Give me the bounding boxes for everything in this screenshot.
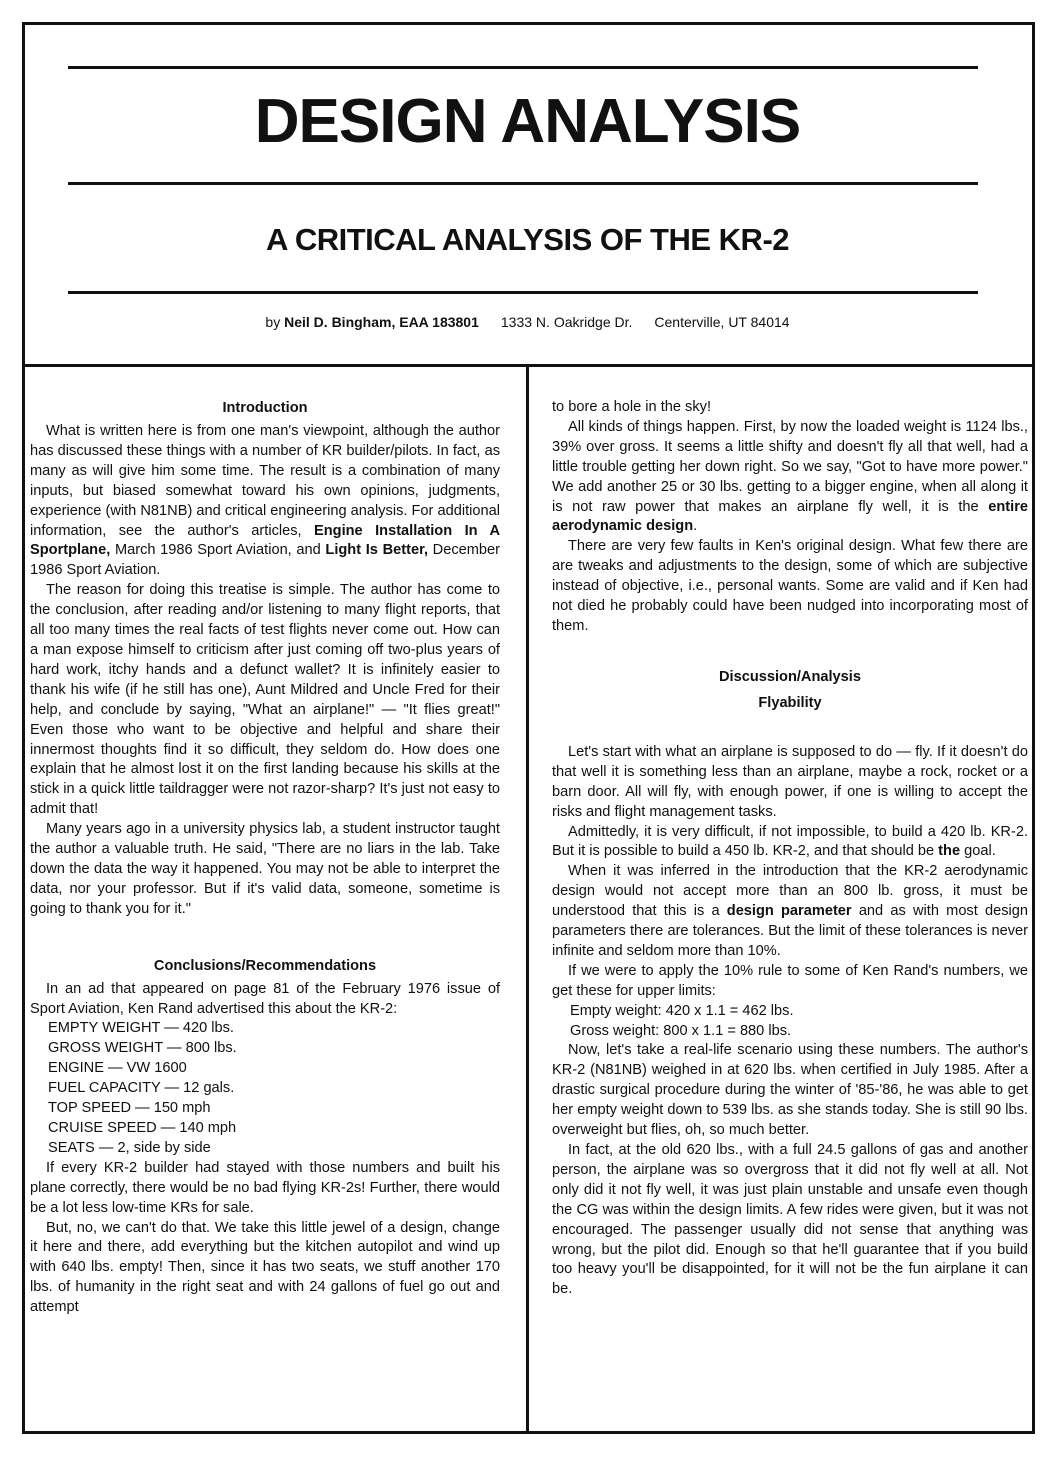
spec-item: GROSS WEIGHT — 800 lbs. <box>48 1040 237 1057</box>
author-name: Neil D. Bingham, EAA 183801 <box>284 314 479 330</box>
column-divider <box>526 366 529 1434</box>
spec-item: ENGINE — VW 1600 <box>48 1060 187 1077</box>
byline-prefix: by <box>265 314 285 330</box>
intro-paragraph-1: What is written here is from one man's viewpoint, although the author has discussed these things with a number of KR builder/pilots. In fact, as many as will give him some time. The result is a combination of many inputs, but biased somewhat toward his own opinions, judgments, experience (with N81NB) and critical engineering analysis. For additional information, see the author's articles, Engine Installation In A Sportplane, March 1986 Sport Aviation, and Light Is Better, December 1986 Sport Aviation. <box>30 423 500 579</box>
flyability-heading: Flyability <box>758 694 822 711</box>
spec-item: CRUISE SPEED — 140 mph <box>48 1120 237 1136</box>
top-rule <box>68 66 978 69</box>
discussion-heading: Discussion/Analysis <box>719 668 861 685</box>
empty-weight-limit: Empty weight: 420 x 1.1 = 462 lbs. <box>570 1002 794 1019</box>
continued-text: to bore a hole in the sky! <box>552 399 712 415</box>
introduction-heading: Introduction <box>222 400 308 416</box>
intro-paragraph-2: The reason for doing this treatise is simple. The author has come to the conclusion, after reading and/or listening to many flight reports, that all too many times the real facts of test flights never come out. How can a man expose himself to criticism after just coming off two-plus years of hard work, itchy hands and a defunct wallet? It is infinitely easier to thank his wife (if he still has one), Aunt Mildred and Uncle Fred for their help, and conclude by saying, "What an airplane!" — "It flies great!" Even those who want to be objective and helpful and share their innermost thoughts find it so difficult, they seldom do. How does one explain that he almost lost it on the first landing because his skills at the stick in a quick little taildragger were not razor-sharp? It's just not easy to admit that! <box>30 582 500 818</box>
conclusions-paragraph-3: But, no, we can't do that. We take this little jewel of a design, change it here and there, add everything but the kitchen autopilot and wind up with 640 lbs. empty! Then, since it has two seats, we stuff another 170 lbs. of humanity in the right seat and with 24 gallons of fuel go out and attempt <box>30 1219 500 1316</box>
spec-item: TOP SPEED — 150 mph <box>48 1100 211 1117</box>
conclusions-paragraph-1: In an ad that appeared on page 81 of the February 1976 issue of Sport Aviation, Ken Rand advertised this about the KR-2: <box>30 980 500 1017</box>
spec-list <box>30 1019 500 1158</box>
right-paragraph-4: Admittedly, it is very difficult, if not impossible, to build a 420 lb. KR-2. But it is possible to build a 450 lb. KR-2, and that should be the goal. <box>552 823 1028 860</box>
left-column <box>30 398 500 1318</box>
page-title: DESIGN ANALYSIS <box>254 87 801 156</box>
spec-item: SEATS — 2, side by side <box>48 1139 211 1156</box>
right-paragraph-8: In fact, at the old 620 lbs., with a full 24.5 gallons of gas and another person, the airplane was so overgross that it did not fly well at all. Not only did it not fly well, it was just plain unstable and unsafe even though the CG was within the design limits. A few rides were given, but it was not encouraged. The passenger usually did not sense that anything was wrong, but the pilot did. Enough so that he'll guarantee that if you build too heavy you'll be disappointed, for it will not be the fun airplane it can be. <box>552 1142 1028 1298</box>
author-address: 1333 N. Oakridge Dr. <box>500 314 633 330</box>
page-subtitle: A CRITICAL ANALYSIS OF THE KR-2 <box>265 222 790 257</box>
conclusions-paragraph-2: If every KR-2 builder had stayed with those numbers and built his plane correctly, there would be no bad flying KR-2s! Further, there would be a lot less low-time KRs for sale. <box>30 1159 500 1216</box>
right-paragraph-2: There are very few faults in Ken's original design. What few there are are tweaks and adjustments to the design, some of which are subjective instead of objective, i.e., personal wants. Some are valid and if Ken had not died he probably could have been nudged into incorporating most of them. <box>552 538 1028 634</box>
author-city: Centerville, UT 84014 <box>654 314 790 330</box>
right-paragraph-3: Let's start with what an airplane is supposed to do — fly. If it doesn't do that well it is something less than an airplane, maybe a rock, rocket or a barn door. All will fly, with enough power, if one is willing to accept the risks and flight management tasks. <box>552 743 1028 820</box>
right-paragraph-7: Now, let's take a real-life scenario using these numbers. The author's KR-2 (N81NB) weighed in at 620 lbs. when certified in July 1985. After a drastic surgical procedure during the winter of '85-'86, he was able to get her empty weight down to 539 lbs. as she stands today. She is still 90 lbs. overweight but flies, oh, so much better. <box>552 1042 1028 1139</box>
right-paragraph-5: When it was inferred in the introduction that the KR-2 aerodynamic design would not accept more than an 800 lb. gross, it must be understood that this is a design parameter and as with most design parameters there are tolerances. But the limit of these tolerances is never infinite and seldom more than 10%. <box>552 863 1028 959</box>
title-rule <box>68 182 978 185</box>
gross-weight-limit: Gross weight: 800 x 1.1 = 880 lbs. <box>570 1022 792 1039</box>
right-paragraph-1: All kinds of things happen. First, by now the loaded weight is 1124 lbs., 39% over gross. It seems a little shifty and doesn't fly all that well, had a little trouble getting her down right. So we say, "Got to have more power." We add another 25 or 30 lbs. getting to a bigger engine, when all along it is not raw power that makes an airplane fly well, it is the entire aerodynamic design. <box>552 418 1028 535</box>
intro-paragraph-3: Many years ago in a university physics lab, a student instructor taught the author a valuable truth. He said, "There are no liars in the lab. Take down the data the way it happened. You may not be able to interpret the data, nor your professor. But if it's valid data, someone, sometime is going to thank you for it." <box>30 821 500 917</box>
byline <box>0 312 1055 332</box>
spec-item: FUEL CAPACITY — 12 gals. <box>48 1080 235 1097</box>
spec-item: EMPTY WEIGHT — 420 lbs. <box>48 1020 234 1037</box>
right-column <box>552 398 1028 1300</box>
right-paragraph-6: If we were to apply the 10% rule to some of Ken Rand's numbers, we get these for upper limits: <box>552 962 1028 999</box>
conclusions-heading: Conclusions/Recommendations <box>153 957 377 974</box>
subtitle-rule <box>68 291 978 294</box>
